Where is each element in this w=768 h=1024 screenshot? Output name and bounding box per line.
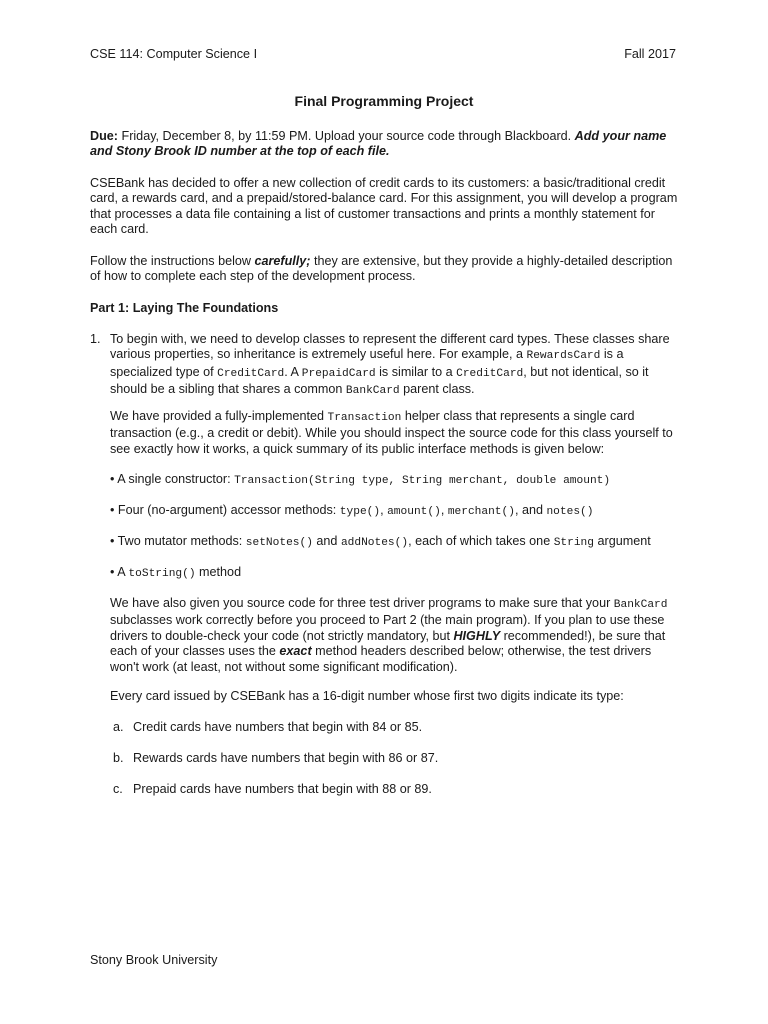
due-emphasis: Add your name and Stony Brook ID number at the top of each file. bbox=[90, 129, 667, 159]
bullet-constructor bbox=[110, 472, 678, 489]
bullet-tostring bbox=[110, 565, 678, 582]
text: • Four (no-argument) accessor methods: bbox=[110, 503, 340, 517]
text: , bbox=[380, 503, 388, 517]
text: is similar to a bbox=[375, 364, 457, 379]
list-item: Prepaid cards have numbers that begin with 88 or 89. bbox=[133, 782, 432, 796]
text: method bbox=[195, 565, 242, 579]
text: To begin with, we need to develop classes to represent the different card types. These classes share various properties, so inheritance is extremely useful here. For example, a bbox=[110, 332, 670, 362]
emphasis-exact: exact bbox=[279, 644, 312, 659]
item1-paragraph bbox=[110, 332, 678, 400]
code-amount: amount() bbox=[387, 506, 441, 518]
text: • A bbox=[110, 565, 129, 579]
drivers-paragraph bbox=[110, 596, 678, 675]
list-item-letter: b. bbox=[113, 751, 124, 765]
text: We have provided a fully-implemented bbox=[110, 409, 328, 423]
text: argument bbox=[594, 534, 651, 548]
code-rewardscard: RewardsCard bbox=[526, 350, 601, 363]
code-addnotes: addNotes() bbox=[340, 537, 409, 549]
code-setnotes: setNotes() bbox=[245, 537, 313, 549]
page-footer: Stony Brook University bbox=[90, 953, 218, 967]
text: subclasses work correctly before you proceed to Part 2 (the main program). If you plan to use these drivers to double-check your code (not strictly mandatory, but bbox=[110, 613, 665, 643]
list-item-letter: a. bbox=[113, 720, 124, 734]
text: • Two mutator methods: bbox=[110, 534, 246, 548]
text: , and bbox=[514, 503, 547, 517]
text: , each of which takes one bbox=[408, 534, 554, 548]
due-paragraph bbox=[90, 129, 678, 160]
follow-paragraph bbox=[90, 254, 678, 285]
code-string: String bbox=[553, 537, 594, 549]
code-creditcard: CreditCard bbox=[456, 367, 524, 380]
code-prepaidcard: PrepaidCard bbox=[301, 367, 376, 380]
text: parent class. bbox=[399, 382, 475, 397]
part1-heading: Part 1: Laying The Foundations bbox=[90, 301, 279, 315]
text: , bbox=[440, 503, 448, 517]
follow-text: Follow the instructions below bbox=[90, 254, 255, 268]
text: . A bbox=[284, 364, 302, 379]
text: We have also given you source code for three test driver programs to make sure that your bbox=[110, 596, 614, 610]
text: method headers described below; otherwise, the test drivers won't work (at least, not without some significant modification). bbox=[110, 644, 652, 674]
course-header: CSE 114: Computer Science I bbox=[90, 47, 258, 61]
code-merchant: merchant() bbox=[447, 506, 515, 518]
text: is a specialized type of bbox=[110, 347, 624, 379]
code-bankcard: BankCard bbox=[613, 599, 668, 611]
intro-paragraph: CSEBank has decided to offer a new collection of credit cards to its customers: a basic/traditional credit card, a rewards card, and a prepaid/stored-balance card. For this assignment, you will develop a program that processes a data file containing a list of customer transactions and prints a monthly statement for each card. bbox=[90, 176, 678, 237]
list-item: Rewards cards have numbers that begin with 86 or 87. bbox=[133, 751, 439, 765]
code-transaction: Transaction bbox=[327, 412, 402, 424]
due-label: Due: bbox=[90, 129, 118, 143]
code-bankcard: BankCard bbox=[345, 385, 400, 398]
text: , but not identical, so it should be a sibling that shares a common bbox=[110, 364, 649, 397]
code-notes: notes() bbox=[546, 506, 594, 518]
bullet-mutators bbox=[110, 534, 678, 551]
code-type: type() bbox=[339, 506, 381, 518]
follow-emphasis: carefully; bbox=[254, 254, 311, 268]
text: recommended!), be sure that each of your classes uses the bbox=[110, 628, 666, 659]
item-number: 1. bbox=[90, 332, 101, 346]
code-constructor: Transaction(String type, String merchant, double amount) bbox=[234, 475, 611, 487]
term-header: Fall 2017 bbox=[624, 47, 676, 61]
text: helper class that represents a single card transaction (e.g., a credit or debit). While you should inspect the source code for this class yourself to see exactly how it works, a quick summary of its public interface methods is given below: bbox=[110, 409, 673, 456]
list-item-letter: c. bbox=[113, 782, 123, 796]
follow-text-rest: they are extensive, but they provide a highly-detailed description of how to complete each step of the development process. bbox=[90, 254, 673, 284]
digits-intro: Every card issued by CSEBank has a 16-digit number whose first two digits indicate its type: bbox=[110, 689, 624, 703]
provided-paragraph bbox=[110, 409, 678, 457]
code-creditcard: CreditCard bbox=[217, 367, 285, 380]
emphasis-highly: HIGHLY bbox=[453, 628, 501, 643]
text: • A single constructor: bbox=[110, 472, 235, 486]
page-title: Final Programming Project bbox=[294, 93, 474, 109]
due-text: Friday, December 8, by 11:59 PM. Upload your source code through Blackboard. bbox=[118, 129, 575, 143]
list-item: Credit cards have numbers that begin with 84 or 85. bbox=[133, 720, 423, 734]
code-tostring: toString() bbox=[128, 568, 196, 580]
bullet-accessors bbox=[110, 503, 678, 520]
text: and bbox=[312, 534, 341, 548]
